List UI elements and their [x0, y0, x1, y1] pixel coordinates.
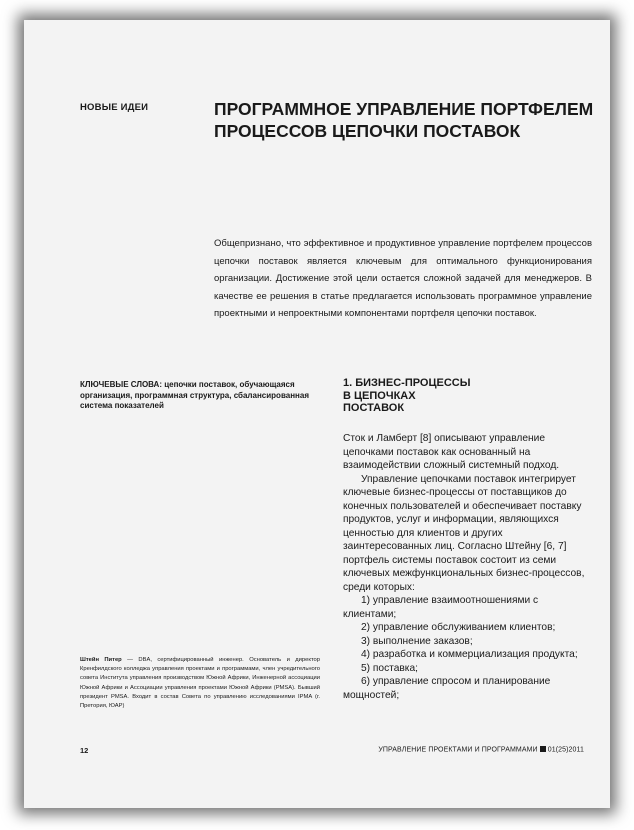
journal-footer	[378, 746, 584, 754]
body-text	[343, 432, 588, 702]
list-item: 3) выполнение заказов;	[361, 635, 473, 647]
list-item: 2) управление обслуживанием клиентов;	[361, 622, 556, 633]
title-line: ПРОЦЕССОВ ЦЕПОЧКИ ПОСТАВОК	[214, 121, 521, 141]
list-item: 4) разработка и коммерциализация продукта;	[361, 649, 578, 660]
paragraph: Сток и Ламберт [8] описывают управление цепочками поставок как основанный на взаимодействии сложный системный подход.	[343, 433, 560, 471]
abstract: Общепризнано, что эффективное и продуктивное управление портфелем процессов цепочки поставок является ключевым для оптимального функционирования организации. Достижение этой цели остается сложной задачей для менеджеров. В качестве ее решения в статье предлагается использовать программное управление проектными и непроектными компонентами портфеля цепочки поставок.	[214, 238, 592, 319]
section-label: НОВЫЕ ИДЕИ	[80, 102, 149, 113]
journal-name: УПРАВЛЕНИЕ ПРОЕКТАМИ И ПРОГРАММАМИ	[378, 746, 538, 754]
author-bio	[80, 656, 320, 711]
page-number: 12	[80, 746, 89, 755]
title-line: ПРОГРАММНОЕ УПРАВЛЕНИЕ ПОРТФЕЛЕМ	[214, 99, 594, 119]
heading-line: В ЦЕПОЧКАХ	[343, 389, 416, 402]
section-heading	[343, 377, 543, 415]
list-item: 6) управление спросом и планирование мощностей;	[343, 676, 551, 701]
list-item: 1) управление взаимоотношениями с клиентами;	[343, 595, 539, 620]
keywords: КЛЮЧЕВЫЕ СЛОВА: цепочки поставок, обучающаяся организация, программная структура, сбалансированная система показателей	[80, 380, 309, 410]
paragraph: Управление цепочками поставок интегрирует ключевые бизнес-процессы от поставщиков до конечных пользователей и обеспечивает поставку продуктов, услуг и информации, являющихся ценностью для клиентов и других заинтересованных лиц. Согласно Штейну [6, 7] портфель системы поставок состоит из семи ключевых межфункциональных бизнес-процессов, среди которых:	[343, 473, 585, 593]
author-name: Штейн Питер	[80, 657, 122, 663]
journal-page	[24, 20, 610, 808]
author-description: — DBA, сертифицированный инженер. Основатель и директор Кренфилдского колледжа управления проектами и программами, член учредительного совета Института управления производством Южной Африки, Инженерной ассоциации Южной Африки и Ассоциации управления проектами Южной Африки (PMSA). Бывший президент PMSA. Входит в состав Совета по управлению исследованиями IPMA (г. Претория, ЮАР)	[80, 657, 320, 710]
heading-line: 1. БИЗНЕС-ПРОЦЕССЫ	[343, 377, 471, 389]
article-title	[214, 98, 594, 142]
journal-issue: 01(25)2011	[547, 746, 584, 754]
list-item: 5) поставка;	[361, 662, 418, 674]
heading-line: ПОСТАВОК	[343, 402, 405, 414]
square-bullet-icon	[540, 746, 546, 752]
